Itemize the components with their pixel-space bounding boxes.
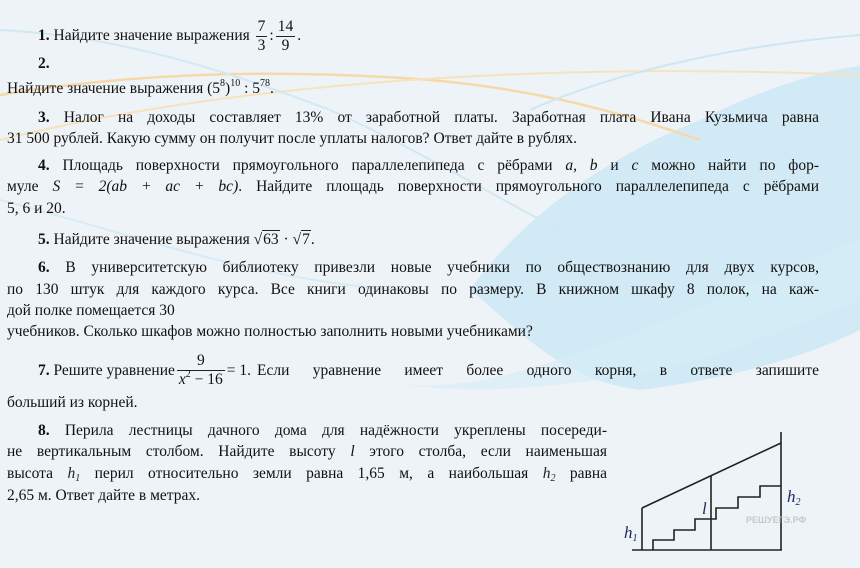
problem-1: 1. Найдите значение выражения $\frac{7}{3}$ : $\frac{14}{9}$ . <box>38 18 302 54</box>
fraction: $\frac{7}{3}$ <box>257 18 266 54</box>
h2-label: h2 <box>787 487 801 508</box>
problem-4-line-2: муле S = 2(ab + ac + bc). Найдите площадь поверхности прямоугольного параллелепипеда с рёбрами <box>7 178 819 195</box>
l-label: l <box>702 499 707 518</box>
problem-4-line-1: 4. Площадь поверхности прямоугольного параллелепипеда с рёбрами a, b и c можно найти по фор- <box>38 157 820 174</box>
problem-text: Найдите значение выражения <box>7 80 204 97</box>
problem-2-number: 2. <box>38 55 50 72</box>
problem-6-line-1: 6. В университетскую библиотеку привезли новые учебники по обществознанию для двух курсов, <box>38 259 820 276</box>
watermark: РЕШУЕГЭ.РФ <box>746 515 807 525</box>
problem-3-line-2: 31 500 рублей. Какую сумму он получит после уплаты налогов? Ответ дайте в рублях. <box>7 130 578 147</box>
problem-text: Найдите значение выражения <box>53 27 250 45</box>
expression: √63 · √7. <box>253 231 315 248</box>
problem-6-line-3: дой полке помещается 30 <box>7 302 175 319</box>
problem-8-line-2: не вертикальным столбом. Найдите высоту l этого столба, если наименьшая <box>7 443 608 460</box>
formula: S = 2(ab + ac + bc) <box>52 178 239 195</box>
expression: $(5^8)^{10}$ : $5^{78}$. <box>207 78 274 97</box>
problem-number: 1. <box>38 27 50 45</box>
problem-6-line-2: по 130 штук для каждого курса. Все книги одинаковы по размеру. В книжном шкафу 8 полок, на каж- <box>7 281 819 298</box>
problem-6-line-4: учебников. Сколько шкафов можно полностью заполнить новыми учебниками? <box>7 323 533 340</box>
problem-8-line-4: 2,65 м. Ответ дайте в метрах. <box>7 487 200 504</box>
problem-3-line-1: 3. Налог на доходы составляет 13% от заработной платы. Заработная плата Ивана Кузьмича равна <box>38 109 819 126</box>
fraction: $\frac{14}{9}$ <box>277 18 294 54</box>
problem-5: 5. Найдите значение выражения √63 · √7. <box>38 231 315 248</box>
problem-2 <box>7 79 274 99</box>
problem-8-line-1: 8. Перила лестницы дачного дома для надёжности укреплены посереди- <box>38 422 607 439</box>
problem-7-line-2: больший из корней. <box>7 394 138 411</box>
fraction: $\frac{9}{x^2 - 16}$ <box>178 352 223 388</box>
h1-label: h1 <box>624 523 638 544</box>
problem-4-line-3: 5, 6 и 20. <box>7 200 66 217</box>
problem-7-line-1: 7. Решите уравнение $\frac{9}{x^2 - 16}$ = 1. Если уравнение имеет более одного корня, в ответе запишите <box>38 352 819 388</box>
stairs-railing-diagram <box>610 420 860 568</box>
problem-8-line-3: высота $h_1$ перил относительно земли равна 1,65 м, а наибольшая $h_2$ равна <box>7 465 608 484</box>
